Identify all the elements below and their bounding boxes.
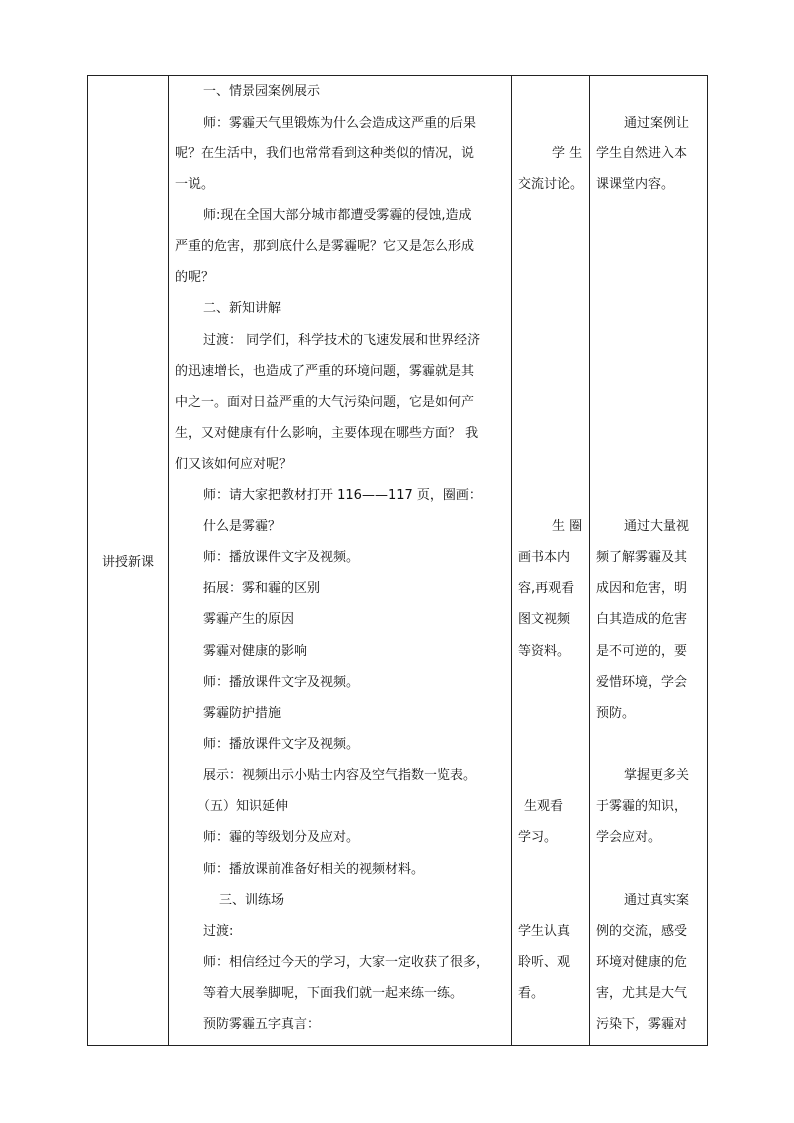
section-cell	[88, 76, 169, 1046]
design-intent-line: 环境对健康的危	[596, 955, 688, 970]
design-intent-line: 爱惜环境，学会	[596, 675, 688, 690]
teacher-activity-line: 拓展：雾和霾的区别	[203, 581, 321, 596]
design-intent-line: 通过大量视	[624, 519, 690, 534]
teacher-activity-line: 师：播放课件文字及视频。	[203, 550, 360, 565]
section-label: 讲授新课	[101, 555, 154, 570]
student-activity-line: 聆听、观	[518, 955, 571, 970]
student-activity-line: 生观看	[524, 799, 564, 814]
student-activity-line: 学生认真	[518, 924, 571, 939]
design-intent-line: 于雾霾的知识，	[596, 799, 688, 814]
teacher-activity-line: 等着大展拳脚呢，下面我们就一起来练一练。	[203, 986, 464, 1001]
teacher-activity-line: 二、新知讲解	[203, 301, 282, 316]
student-activity-line: 图文视频	[518, 612, 571, 627]
teacher-activity-line: 们又该如何应对呢？	[175, 457, 293, 472]
teacher-activity-line: 三、训练场	[219, 893, 285, 908]
teacher-activity-line: 师：雾霾天气里锻炼为什么会造成这严重的后果	[203, 116, 477, 131]
teacher-activity-line: 雾霾对健康的影响	[203, 644, 308, 659]
teacher-activity-line: （五）知识延伸	[197, 799, 289, 814]
design-intent-cell	[590, 76, 708, 1046]
design-intent-line: 是不可逆的，要	[596, 644, 688, 659]
design-intent-line: 预防。	[596, 706, 636, 721]
teacher-activity-line: 中之一。面对日益严重的大气污染问题，它是如何产	[175, 395, 475, 410]
teacher-activity-line: 呢？在生活中，我们也常常看到这种类似的情况，说	[175, 146, 475, 161]
teacher-activity-line: 雾霾防护措施	[203, 706, 282, 721]
design-intent-line: 成因和危害，明	[596, 581, 688, 596]
student-activity-line: 画书本内	[518, 550, 571, 565]
teacher-activity-line: 师：播放课件文字及视频。	[203, 737, 360, 752]
design-intent-line: 害，尤其是大气	[596, 986, 688, 1001]
design-intent-line: 学生自然进入本	[596, 146, 688, 161]
teacher-activity-line: 师：播放课件文字及视频。	[203, 675, 360, 690]
teacher-activity-line: 师：请大家把教材打开 116——117 页，圈画：	[203, 488, 482, 503]
design-intent-line: 掌握更多关	[624, 768, 690, 783]
teacher-activity-line: 什么是雾霾？	[203, 519, 282, 534]
teacher-activity-cell	[169, 76, 512, 1046]
design-intent-line: 污染下，雾霾对	[596, 1017, 688, 1032]
design-intent-line: 白其造成的危害	[596, 612, 688, 627]
teacher-activity-line: 过渡： 同学们，科学技术的飞速发展和世界经济	[203, 333, 481, 348]
teacher-activity-line: 过渡:	[203, 924, 234, 939]
teacher-activity-line: 师：播放课前准备好相关的视频材料。	[203, 862, 425, 877]
teacher-activity-line: 师：相信经过今天的学习，大家一定收获了很多，	[203, 955, 490, 970]
teacher-activity-line: 一说。	[175, 177, 215, 192]
design-intent-line: 课课堂内容。	[596, 177, 675, 192]
student-activity-line: 学习。	[518, 830, 558, 845]
design-intent-line: 通过真实案	[624, 893, 690, 908]
student-activity-line: 容,再观看	[518, 581, 575, 596]
teacher-activity-line: 严重的危害，那到底什么是雾霾呢？它又是怎么形成	[175, 239, 475, 254]
teacher-activity-line: 预防雾霾五字真言：	[203, 1017, 321, 1032]
student-activity-line: 看。	[518, 986, 545, 1001]
teacher-activity-line: 生，又对健康有什么影响，主要体现在哪些方面？ 我	[175, 426, 479, 441]
student-activity-cell	[512, 76, 590, 1046]
student-activity-line: 学 生	[552, 146, 583, 161]
lesson-plan-table	[87, 75, 708, 1046]
teacher-activity-line: 的迅速增长，也造成了严重的环境问题，雾霾就是其	[175, 364, 475, 379]
teacher-activity-line: 师：霾的等级划分及应对。	[203, 830, 360, 845]
student-activity-line: 交流讨论。	[518, 177, 584, 192]
teacher-activity-line: 一、情景园案例展示	[203, 84, 321, 99]
design-intent-line: 学会应对。	[596, 830, 662, 845]
student-activity-line: 等资料。	[518, 644, 571, 659]
teacher-activity-line: 的呢？	[175, 270, 215, 285]
teacher-activity-line: 展示：视频出示小贴士内容及空气指数一览表。	[203, 768, 477, 783]
teacher-activity-line: 雾霾产生的原因	[203, 612, 295, 627]
student-activity-line: 生 圈	[552, 519, 583, 534]
teacher-activity-line: 师:现在全国大部分城市都遭受雾霾的侵蚀,造成	[203, 208, 472, 223]
design-intent-line: 通过案例让	[624, 116, 690, 131]
design-intent-line: 例的交流，感受	[596, 924, 688, 939]
design-intent-line: 频了解雾霾及其	[596, 550, 688, 565]
